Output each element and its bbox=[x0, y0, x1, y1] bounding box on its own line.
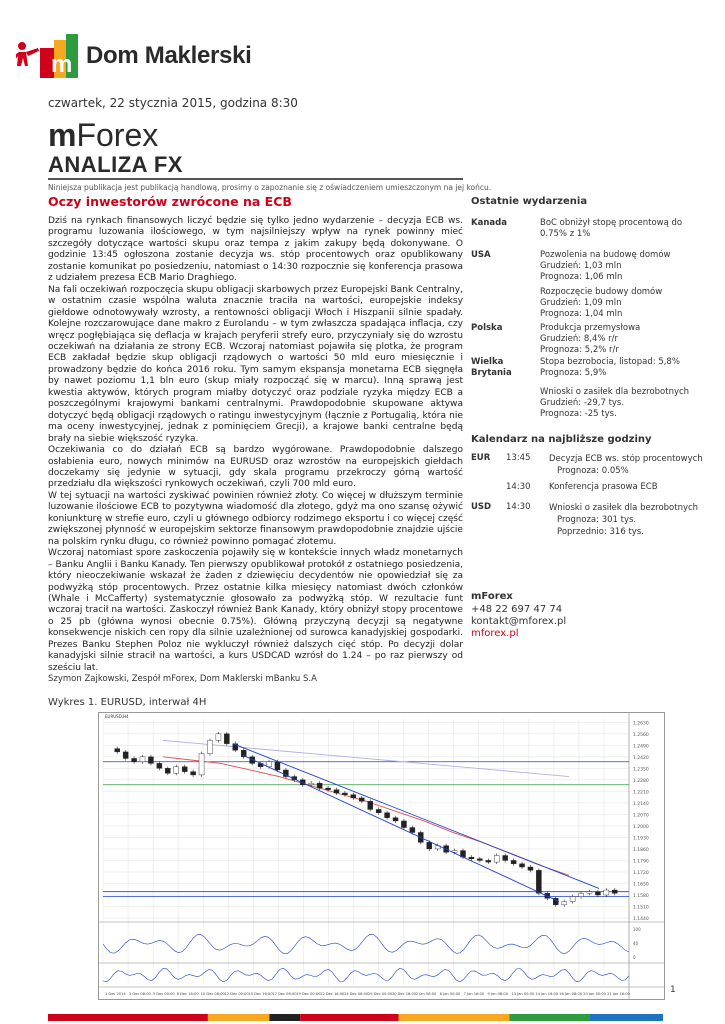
time-tick-label: 2 Jan 08:00 bbox=[415, 992, 437, 996]
event-country: Polska bbox=[471, 323, 503, 333]
event-text bbox=[540, 218, 682, 240]
candle-body bbox=[385, 813, 390, 818]
event-line: Stopa bezrobocia, listopad: 5,8% bbox=[540, 357, 680, 367]
event-line: 0.75% z 1% bbox=[540, 229, 591, 239]
time-tick-label: 17 Dec 08:00 bbox=[272, 992, 297, 996]
time-tick-label: 15 Dec 16:00 bbox=[248, 992, 273, 996]
price-tick-label: 1.2140 bbox=[633, 801, 649, 807]
price-tick-label: 1.1790 bbox=[633, 859, 649, 865]
disclaimer: Niniejsza publikacja jest publikacją handlową, prosimy o zapoznanie się z oświadczeniem umieszczonym na jej końcu. bbox=[48, 183, 492, 192]
event-country: Kanada bbox=[471, 218, 507, 228]
event-text bbox=[540, 357, 680, 379]
logo-letter: m bbox=[51, 51, 73, 78]
symbol-label: EURUSD,H4 bbox=[105, 714, 129, 719]
event-text bbox=[540, 250, 670, 283]
footer-bar-segment bbox=[509, 1014, 589, 1021]
price-tick-label: 1.1580 bbox=[633, 893, 649, 899]
contact-title: mForex bbox=[471, 591, 513, 602]
trend-channel-lower bbox=[243, 755, 559, 901]
footer-bar-segment bbox=[269, 1014, 300, 1021]
candle-body bbox=[410, 828, 415, 833]
article-paragraph: Wczoraj natomiast spore zaskoczenia pojawiły się w kontekście innych władz monetarnych – Banku Anglii i Banku Kanady. Ten pierwszy opublikował protokół z ostatniego posiedzenia, który nieoczekiwanie wskazał że żaden z dziewięciu decydentów nie opowiedział się za podwyżką stóp procentowych. Przez ostatnie kilka miesięcy natomiast dwóch członków (Whale i McCafferty) systematycznie głosowało za podwyżką stóp. W rezultacie funt wczoraj tracił na wartości. Zaskoczył również Bank Kanady, który obniżył stopy procentowe o 25 pb (główna wynosi obecnie 0.75%). Główną przyczyną decyzji są negatywne konsekwencje niskich cen ropy dla silnie uzależnionej od surowca kanadyjskiej gospodarki. Prezes Banku Stephen Poloz nie wykluczył również dalszych cięć stóp. Po decyzji dolar kanadyjski silnie stracił na wartości, a kurs USDCAD wzrósł do 1.24 – po raz pierwszy od sześciu lat. bbox=[48, 548, 463, 673]
chart-svg bbox=[99, 713, 664, 999]
contact-email[interactable]: kontakt@mforex.pl bbox=[471, 616, 567, 627]
candle-body bbox=[326, 788, 331, 790]
candle-body bbox=[165, 768, 170, 773]
footer-color-bar bbox=[48, 1014, 663, 1021]
event-line: Prognoza: 1,06 mln bbox=[540, 272, 623, 282]
contact-phone: +48 22 697 47 74 bbox=[471, 604, 563, 615]
candle-body bbox=[587, 892, 592, 894]
candle-body bbox=[570, 897, 575, 902]
price-tick-label: 1.2070 bbox=[633, 813, 649, 819]
section-rule bbox=[48, 178, 463, 180]
trend-channel-upper bbox=[233, 744, 599, 889]
recent-events-title: Ostatnie wydarzenia bbox=[471, 196, 588, 207]
product-title-m: m bbox=[48, 117, 77, 153]
time-tick-label: 24 Dec 08:00 bbox=[344, 992, 369, 996]
event-line: Prognoza: 5,2% r/r bbox=[540, 345, 619, 355]
price-tick-label: 1.2560 bbox=[633, 732, 649, 738]
event-line: Wnioski o zasiłek dla bezrobotnych bbox=[540, 387, 690, 397]
time-tick-label: 14 Jan 16:00 bbox=[535, 992, 559, 996]
time-tick-label: 16 Jan 08:00 bbox=[559, 992, 583, 996]
event-line: Produkcja przemysłowa bbox=[540, 323, 641, 333]
candle-body bbox=[132, 758, 137, 761]
candle-body bbox=[148, 757, 153, 764]
event-text bbox=[540, 287, 662, 320]
calendar-currency: USD bbox=[471, 502, 492, 512]
price-tick-label: 1.2000 bbox=[633, 824, 649, 830]
chart-caption: Wykres 1. EURUSD, interwał 4H bbox=[48, 697, 207, 708]
candle-body bbox=[595, 892, 600, 895]
candle-body bbox=[368, 801, 373, 809]
candle-body bbox=[519, 864, 524, 867]
candle-body bbox=[334, 790, 339, 793]
candle-body bbox=[393, 818, 398, 821]
candle-body bbox=[401, 821, 406, 828]
time-tick-label: 21 Jan 16:00 bbox=[607, 992, 630, 996]
candle-body bbox=[174, 767, 179, 774]
event-country: USA bbox=[471, 250, 491, 260]
time-tick-label: 13 Jan 00:00 bbox=[511, 992, 535, 996]
candle-body bbox=[604, 890, 609, 895]
time-tick-label: 8 Dec 16:00 bbox=[176, 992, 199, 996]
candle-body bbox=[317, 783, 322, 788]
calendar-currency: EUR bbox=[471, 453, 491, 463]
candle-body bbox=[511, 860, 516, 863]
price-tick-label: 1.1510 bbox=[633, 905, 649, 911]
author: Szymon Zajkowski, Zespół mForex, Dom Maklerski mBanku S.A bbox=[48, 674, 317, 684]
calendar-line: Decyzja ECB ws. stóp procentowych bbox=[549, 454, 703, 464]
time-tick-label: 12 Dec 00:00 bbox=[224, 992, 249, 996]
candle-body bbox=[376, 809, 381, 812]
article-paragraph: W tej sytuacji na wartości zyskiwać powinien również złoty. Co więcej w dłuższym terminie luzowanie ilościowe ECB to pozytywna wiadomość dla złotego, gdyż ma ono szansę ożywić koniunkturę w strefie euro, czyli u głównego odbiorcy rodzimego eksportu i co więcej część zwiększonej płynność w europejskim sektorze finansowym prawdopodobnie znajdzie ujście na polskim rynku długu, co również powinno pomagać złotemu. bbox=[48, 490, 463, 547]
event-line: Rozpoczęcie budowy domów bbox=[540, 287, 663, 297]
event-line: Grudzień: 1,03 mln bbox=[540, 261, 622, 271]
candle-body bbox=[207, 740, 212, 753]
price-tick-label: 1.1440 bbox=[633, 917, 649, 922]
calendar-time: 14:30 bbox=[506, 482, 531, 492]
price-tick-label: 1.1650 bbox=[633, 882, 649, 888]
time-tick-label: 7 Jan 16:00 bbox=[463, 992, 485, 996]
calendar-time: 14:30 bbox=[506, 502, 531, 512]
candle-body bbox=[157, 763, 162, 768]
candle-body bbox=[309, 783, 314, 785]
calendar-line: Wnioski o zasiłek dla bezrobotnych bbox=[549, 503, 699, 513]
time-tick-label: 22 Dec 16:00 bbox=[320, 992, 345, 996]
candle-body bbox=[123, 752, 128, 759]
oscillator-line bbox=[103, 934, 629, 953]
footer-bar-segment bbox=[208, 1014, 270, 1021]
candle-body bbox=[351, 795, 356, 798]
candle-body bbox=[494, 856, 499, 863]
page-number: 1 bbox=[670, 985, 676, 995]
candle-body bbox=[612, 890, 617, 893]
candle-body bbox=[342, 793, 347, 795]
candle-body bbox=[427, 842, 432, 849]
candle-body bbox=[199, 754, 204, 775]
event-line: Pozwolenia na budowę domów bbox=[540, 250, 671, 260]
product-title-rest: Forex bbox=[76, 117, 159, 153]
contact-website bbox=[471, 628, 518, 639]
candle-body bbox=[359, 798, 364, 801]
candle-body bbox=[140, 757, 145, 762]
logo bbox=[16, 26, 286, 90]
price-tick-label: 1.2350 bbox=[633, 767, 649, 773]
calendar-event bbox=[549, 482, 658, 492]
calendar-line: Prognoza: 0.05% bbox=[557, 466, 629, 476]
time-tick-label: 5 Dec 00:00 bbox=[152, 992, 175, 996]
candle-body bbox=[216, 734, 221, 741]
time-tick-label: 3 Dec 08:00 bbox=[128, 992, 151, 996]
price-tick-label: 1.1930 bbox=[633, 836, 649, 842]
website-link[interactable]: mforex.pl bbox=[471, 628, 519, 639]
article-paragraph: Na fali oczekiwań rozpoczęcia skupu obligacji skarbowych przez Europejski Bank Centralny, w ostatnim czasie wspólna waluta znacznie traciła na wartości, europejskie indeksy giełdowe odnotowywały wzrosty, a rentowności obligacji Włoch i Hiszpanii silnie spadały. Kolejne rozczarowujące dane makro z Eurolandu – w tym zwłaszcza spadająca inflacja, czy wręcz pogłębiająca się deflacja w krajach peryferii strefy euro, przyczyniały się do wzrostu oczekiwań na działania ze strony ECB. Wczoraj natomiast pojawiła się plotka, że program ECB zakładał będzie skup obligacji rządowych o wartości 50 mld euro miesięcznie i prowadzony będzie do końca 2016 roku. Tym samym ekspansja monetarna ECB sięgnęła by nawet poziomu 1,1 bln euro (skup miały rozpocząć się w marcu). Inną sprawą jest kwestia aktywów, których program miałby dotyczyć oraz podziale ryzyka między ECB a poszczególnymi krajowymi bankami centralnymi. Prawdopodobnie skupowane aktywa dotyczyć będą obligacji rządowych o ratingu inwestycyjnym (łącznie z Portugalią, która nie ma oceny inwestycyjnej, jednak z pominięciem Grecji), a krajowe banki centralne będą brały na siebie większość ryzyka. bbox=[48, 284, 463, 444]
article-headline: Oczy inwestorów zwrócone na ECB bbox=[48, 194, 292, 209]
candle-body bbox=[528, 867, 533, 870]
calendar-time: 13:45 bbox=[506, 453, 531, 463]
date-line: czwartek, 22 stycznia 2015, godzina 8:30 bbox=[48, 96, 298, 110]
candle-body bbox=[224, 734, 229, 744]
event-line: Grudzień: 1,09 mln bbox=[540, 298, 622, 308]
time-tick-label: 9 Jan 08:00 bbox=[487, 992, 509, 996]
time-tick-label: 29 Dec 00:00 bbox=[368, 992, 393, 996]
calendar-line: Prognoza: 301 tys. bbox=[557, 515, 637, 525]
oscillator-tick-label: 100 bbox=[633, 927, 641, 932]
candle-body bbox=[503, 856, 508, 861]
price-tick-label: 1.2420 bbox=[633, 755, 649, 761]
price-tick-label: 1.2490 bbox=[633, 744, 649, 750]
price-tick-label: 1.1860 bbox=[633, 847, 649, 853]
footer-bar-segment bbox=[300, 1014, 398, 1021]
eurusd-chart bbox=[98, 712, 665, 1000]
candle-body bbox=[477, 859, 482, 861]
oscillator-tick-label: 0 bbox=[633, 955, 636, 960]
time-tick-label: 30 Dec 16:00 bbox=[391, 992, 417, 996]
time-tick-label: 19 Dec 00:00 bbox=[296, 992, 321, 996]
price-tick-label: 1.2630 bbox=[633, 721, 649, 727]
candle-body bbox=[536, 870, 541, 893]
article-paragraph: Dziś na rynkach finansowych liczyć będzie się tylko jedno wydarzenie – decyzja ECB ws. programu luzowania ilościowego, w tym najsilniejszy wpływ na rynek powinny mieć szczegóły dotyczące wartości skupu oraz tempa z jakim zakupy będą dokonywane. O godzinie 13:45 ogłoszona zostanie decyzja ws. stóp procentowych oraz opublikowany zostanie komunikat po posiedzeniu, natomiast o 14:30 rozpocznie się konferencja prasowa z udziałem prezesa ECB Mario Draghiego. bbox=[48, 216, 463, 284]
oscillator-tick-label: 40 bbox=[633, 941, 639, 946]
article-paragraph: Oczekiwania co do działań ECB są bardzo wygórowane. Prawdopodobnie dalszego osłabienia euro, nowych minimów na EURUSD oraz wzrostów na europejskich giełdach doczekamy się jedynie w sytuacji, gdy skala programu przekroczy górną wartość przedziału dla większości rynkowych oczekiwań, czyli 700 mld euro. bbox=[48, 445, 463, 490]
candle-body bbox=[562, 902, 567, 905]
candle-body bbox=[579, 893, 584, 896]
section-title: ANALIZA FX bbox=[48, 152, 183, 177]
calendar-event bbox=[549, 502, 698, 538]
candle-body bbox=[182, 767, 187, 772]
event-line: Prognoza: 1,04 mln bbox=[540, 309, 623, 319]
price-tick-label: 1.2280 bbox=[633, 778, 649, 784]
event-text bbox=[540, 387, 689, 420]
event-text bbox=[540, 323, 640, 356]
calendar-event bbox=[549, 453, 703, 477]
calendar-title: Kalendarz na najbliższe godziny bbox=[471, 434, 652, 445]
calendar-line: Konferencja prasowa ECB bbox=[549, 482, 658, 492]
time-tick-label: 1 Dec 2014 bbox=[105, 992, 126, 996]
event-line: Prognoza: -25 tys. bbox=[540, 409, 617, 419]
price-tick-label: 1.1720 bbox=[633, 870, 649, 876]
candle-body bbox=[275, 762, 280, 770]
brand-name: Dom Maklerski bbox=[86, 42, 252, 69]
calendar-line: Poprzednio: 316 tys. bbox=[557, 527, 644, 537]
product-title bbox=[48, 117, 158, 154]
oscillator-line bbox=[103, 968, 629, 982]
article-body bbox=[48, 216, 463, 674]
event-line: Prognoza: 5,9% bbox=[540, 368, 607, 378]
candle-body bbox=[115, 749, 120, 752]
logo-mark bbox=[16, 26, 86, 90]
candle-body bbox=[486, 860, 491, 862]
footer-bar-segment bbox=[399, 1014, 510, 1021]
footer-bar-segment bbox=[589, 1014, 663, 1021]
time-tick-label: 20 Jan 00:00 bbox=[583, 992, 606, 996]
event-country: Wielka Brytania bbox=[471, 357, 512, 378]
ma-fast-line bbox=[163, 757, 569, 875]
event-line: Grudzień: 8,4% r/r bbox=[540, 334, 619, 344]
candle-body bbox=[191, 772, 196, 775]
event-line: BoC obniżył stopę procentową do bbox=[540, 218, 683, 228]
event-line: Grudzień: -29,7 tys. bbox=[540, 398, 625, 408]
price-tick-label: 1.2210 bbox=[633, 790, 649, 796]
ma-slow-line bbox=[163, 740, 569, 776]
candle-body bbox=[469, 857, 474, 859]
time-tick-label: 6 Jan 00:00 bbox=[439, 992, 461, 996]
time-tick-label: 10 Dec 08:00 bbox=[200, 992, 225, 996]
footer-bar-segment bbox=[48, 1014, 208, 1021]
